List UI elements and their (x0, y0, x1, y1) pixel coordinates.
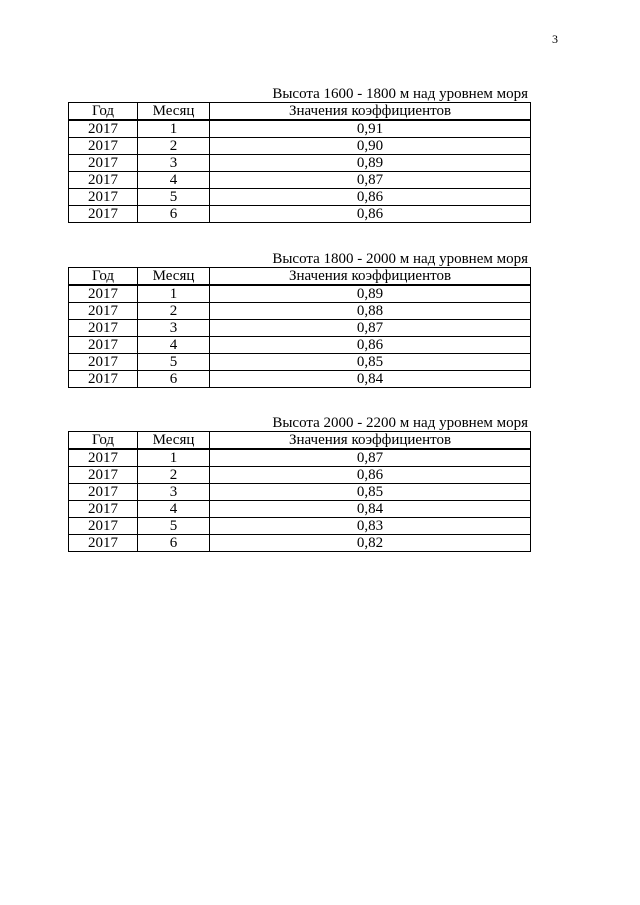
cell-year: 2017 (69, 467, 138, 484)
cell-month: 3 (138, 155, 210, 172)
cell-value: 0,82 (210, 535, 531, 552)
coefficient-table-block-1600-1800 (68, 86, 530, 223)
cell-month: 6 (138, 535, 210, 552)
table-caption: Высота 1800 - 2000 м над уровнем моря (272, 251, 528, 267)
cell-value: 0,86 (210, 206, 531, 223)
column-header-value: Значения коэффициентов (210, 103, 531, 121)
cell-month: 2 (138, 303, 210, 320)
table-row (69, 449, 531, 467)
table-row (69, 501, 531, 518)
table-row (69, 337, 531, 354)
cell-value: 0,84 (210, 501, 531, 518)
cell-year: 2017 (69, 449, 138, 467)
column-header-month: Месяц (138, 268, 210, 286)
cell-year: 2017 (69, 518, 138, 535)
cell-year: 2017 (69, 354, 138, 371)
cell-value: 0,87 (210, 449, 531, 467)
cell-month: 1 (138, 120, 210, 138)
cell-value: 0,88 (210, 303, 531, 320)
cell-month: 5 (138, 354, 210, 371)
table-row (69, 484, 531, 501)
cell-year: 2017 (69, 120, 138, 138)
cell-value: 0,87 (210, 172, 531, 189)
cell-month: 2 (138, 138, 210, 155)
cell-value: 0,85 (210, 484, 531, 501)
column-header-month: Месяц (138, 103, 210, 121)
cell-month: 6 (138, 371, 210, 388)
cell-value: 0,89 (210, 285, 531, 303)
page-number: 3 (552, 32, 558, 46)
column-header-month: Месяц (138, 432, 210, 450)
coefficient-table (68, 267, 531, 388)
cell-value: 0,89 (210, 155, 531, 172)
coefficient-table (68, 102, 531, 223)
table-row (69, 320, 531, 337)
table-header-row (69, 432, 531, 450)
table-row (69, 155, 531, 172)
cell-year: 2017 (69, 320, 138, 337)
cell-month: 2 (138, 467, 210, 484)
table-row (69, 206, 531, 223)
cell-month: 1 (138, 285, 210, 303)
table-row (69, 120, 531, 138)
cell-year: 2017 (69, 189, 138, 206)
cell-year: 2017 (69, 535, 138, 552)
cell-year: 2017 (69, 303, 138, 320)
table-row (69, 189, 531, 206)
coefficient-table-block-1800-2000 (68, 251, 530, 388)
cell-month: 5 (138, 189, 210, 206)
table-row (69, 467, 531, 484)
table-row (69, 371, 531, 388)
cell-month: 3 (138, 484, 210, 501)
table-header-row (69, 268, 531, 286)
table-caption: Высота 2000 - 2200 м над уровнем моря (272, 415, 528, 431)
cell-value: 0,90 (210, 138, 531, 155)
cell-year: 2017 (69, 138, 138, 155)
cell-value: 0,83 (210, 518, 531, 535)
table-row (69, 172, 531, 189)
coefficient-table-block-2000-2200 (68, 415, 530, 552)
cell-value: 0,84 (210, 371, 531, 388)
cell-value: 0,86 (210, 467, 531, 484)
column-header-year: Год (69, 268, 138, 286)
column-header-year: Год (69, 103, 138, 121)
cell-year: 2017 (69, 285, 138, 303)
table-header-row (69, 103, 531, 121)
coefficient-table (68, 431, 531, 552)
cell-month: 1 (138, 449, 210, 467)
table-row (69, 518, 531, 535)
column-header-year: Год (69, 432, 138, 450)
cell-value: 0,86 (210, 337, 531, 354)
table-row (69, 535, 531, 552)
cell-month: 4 (138, 501, 210, 518)
cell-month: 4 (138, 172, 210, 189)
table-row (69, 303, 531, 320)
cell-value: 0,86 (210, 189, 531, 206)
cell-year: 2017 (69, 172, 138, 189)
cell-value: 0,87 (210, 320, 531, 337)
cell-month: 5 (138, 518, 210, 535)
table-caption: Высота 1600 - 1800 м над уровнем моря (272, 86, 528, 102)
cell-year: 2017 (69, 371, 138, 388)
cell-year: 2017 (69, 484, 138, 501)
table-row (69, 138, 531, 155)
cell-month: 3 (138, 320, 210, 337)
cell-year: 2017 (69, 206, 138, 223)
table-row (69, 285, 531, 303)
cell-year: 2017 (69, 155, 138, 172)
cell-value: 0,85 (210, 354, 531, 371)
cell-year: 2017 (69, 501, 138, 518)
column-header-value: Значения коэффициентов (210, 432, 531, 450)
cell-month: 6 (138, 206, 210, 223)
column-header-value: Значения коэффициентов (210, 268, 531, 286)
cell-value: 0,91 (210, 120, 531, 138)
cell-month: 4 (138, 337, 210, 354)
cell-year: 2017 (69, 337, 138, 354)
table-row (69, 354, 531, 371)
